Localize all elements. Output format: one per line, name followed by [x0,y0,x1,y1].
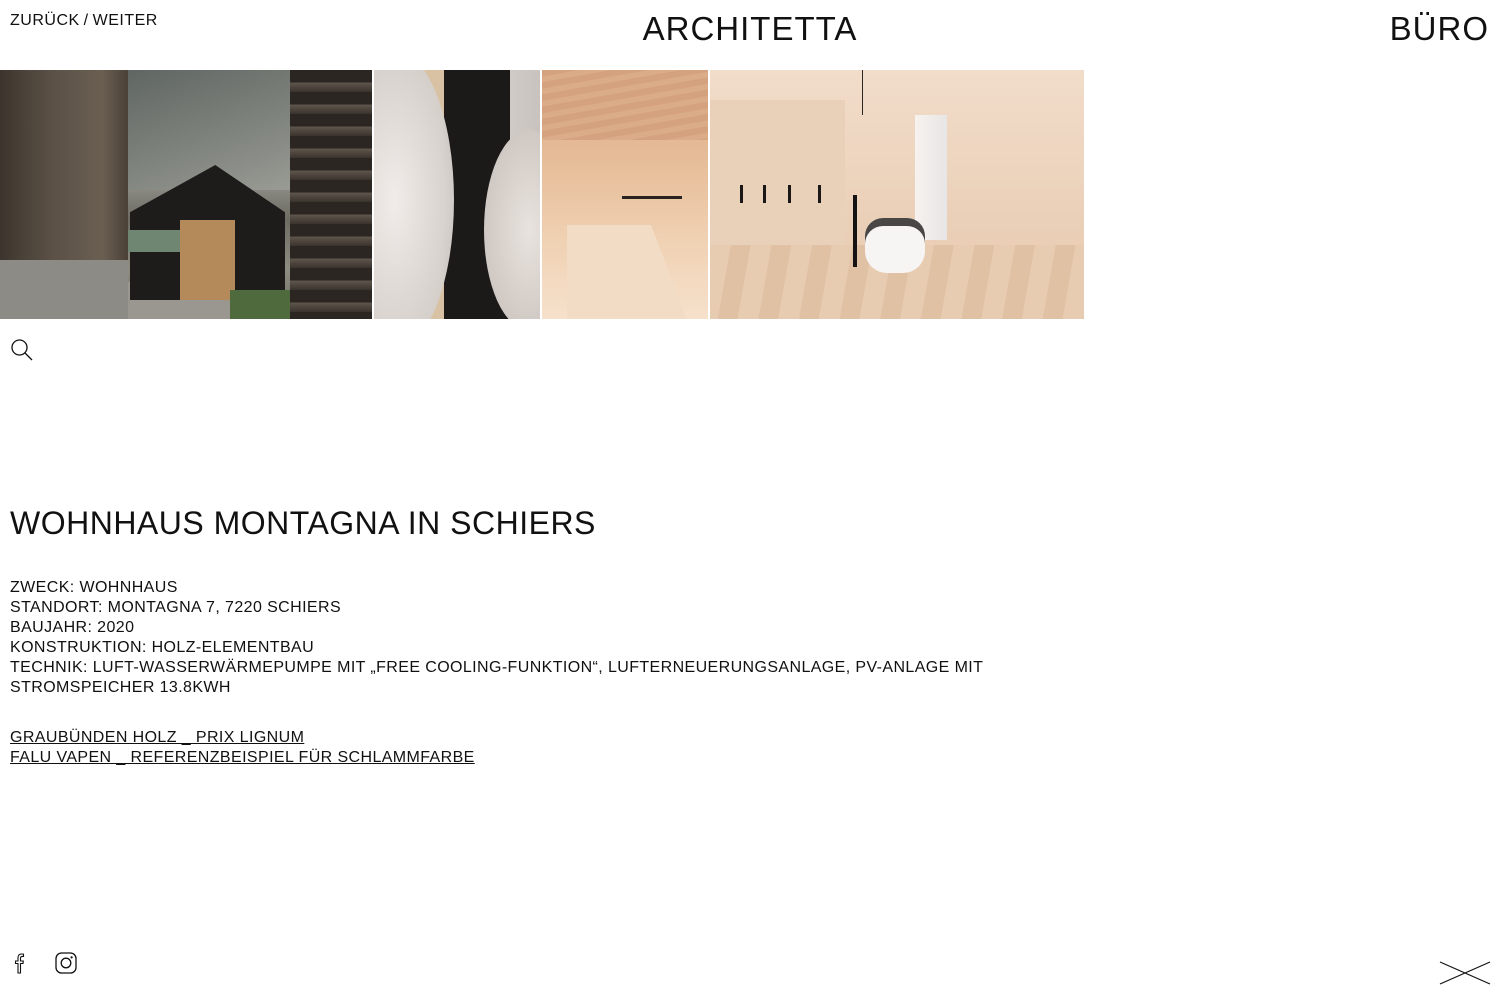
social-links [8,950,78,976]
fact-location: STANDORT: MONTAGNA 7, 7220 SCHIERS [10,599,342,616]
gallery-image-doorway[interactable] [374,70,540,319]
fact-purpose: ZWECK: WOHNHAUS [10,579,178,596]
gallery-image-exterior[interactable] [0,70,372,319]
nav-separator: / [83,12,89,29]
facebook-icon[interactable] [8,951,32,975]
project-title: WOHNHAUS MONTAGNA IN SCHIERS [10,505,596,541]
close-icon[interactable] [1438,958,1492,988]
project-links [10,728,475,768]
fact-construction: KONSTRUKTION: HOLZ-ELEMENTBAU [10,639,315,656]
office-nav [1390,10,1489,48]
brand-link[interactable]: ARCHITETTA [642,10,858,47]
link-falu-vapen[interactable]: FALU VAPEN _ REFERENZBEISPIEL FÜR SCHLAMMFARBE [10,749,475,766]
link-graubuenden-holz[interactable]: GRAUBÜNDEN HOLZ _ PRIX LIGNUM [10,729,305,746]
next-link[interactable]: WEITER [92,12,158,29]
brand-logo [0,10,1500,48]
image-gallery [0,70,1084,319]
gallery-image-bathroom[interactable] [710,70,1084,319]
back-link[interactable]: ZURÜCK [10,12,80,29]
search-icon[interactable] [10,338,34,362]
office-link[interactable]: BÜRO [1389,10,1489,47]
fact-year: BAUJAHR: 2020 [10,619,135,636]
project-facts [10,578,1010,698]
instagram-icon[interactable] [54,951,78,975]
fact-technology: TECHNIK: LUFT-WASSERWÄRMEPUMPE MIT „FREE COOLING-FUNKTION“, LUFTERNEUERUNGSANLAGE, PV-ANLAGE MIT STROMSPEICHER 13.8KWH [10,659,984,696]
gallery-image-stair[interactable] [542,70,708,319]
